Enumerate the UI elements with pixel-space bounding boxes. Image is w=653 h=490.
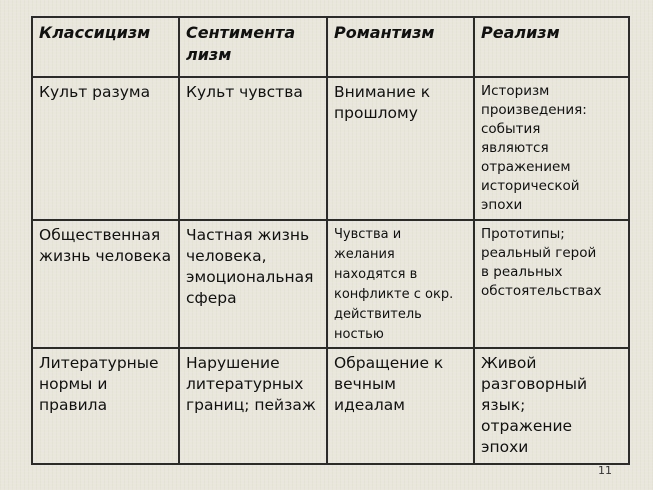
table-cell: Обращение к вечным идеалам [327,348,474,464]
table-cell: Общественная жизнь человека [32,220,179,348]
table-cell: Культ чувства [179,77,327,220]
page-number: 11 [598,464,612,477]
table-cell: Нарушение литературных границ; пейзаж [179,348,327,464]
header-classicism: Классицизм [32,17,179,77]
table-cell: Литературные нормы и правила [32,348,179,464]
header-sentimentalism: Сентимента лизм [179,17,327,77]
table-cell: Прототипы; реальный герой в реальных обстоятельствах [474,220,629,348]
table-row [32,348,629,464]
header-realism: Реализм [474,17,629,77]
table-cell: Частная жизнь человека, эмоциональная сфера [179,220,327,348]
table-cell: Живой разговорный язык; отражение эпохи [474,348,629,464]
header-row [32,17,629,77]
table-row [32,220,629,348]
table-cell: Внимание к прошлому [327,77,474,220]
table-cell: Культ разума [32,77,179,220]
comparison-table [31,16,630,465]
table-row [32,77,629,220]
table-cell: Историзм произведения: события являются отражением исторической эпохи [474,77,629,220]
table-cell: Чувства и желания находятся в конфликте с окр. действитель ностью [327,220,474,348]
header-romanticism: Романтизм [327,17,474,77]
